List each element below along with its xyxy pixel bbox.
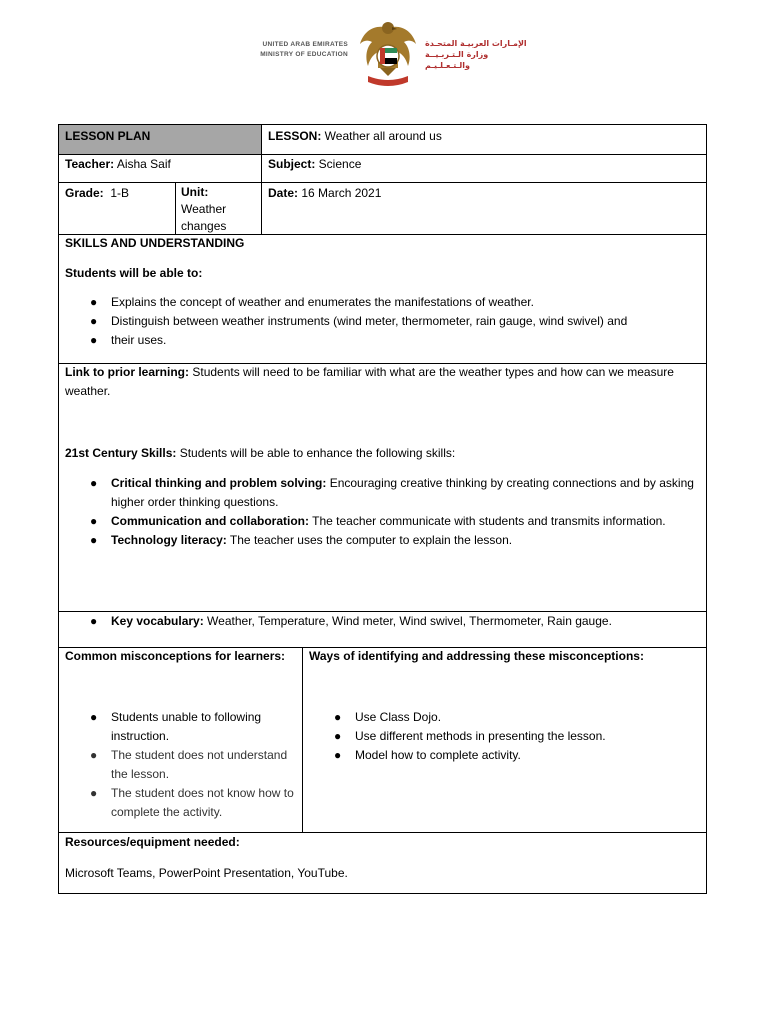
org-name-en-line2: MINISTRY OF EDUCATION [260,51,348,58]
list-item [309,727,699,746]
bullet-icon: ● [90,295,98,309]
teacher-field [65,155,255,173]
addressing-section [309,647,699,765]
table-divider [302,647,303,832]
bullet-icon: ● [90,748,98,762]
bullet-icon: ● [90,333,98,347]
subject-field [268,155,698,173]
addressing-text: Model how to complete activity. [355,748,521,762]
date-field [268,184,698,202]
table-divider [59,832,706,833]
skills-intro: Students will be able to: [65,266,203,280]
letterhead [240,18,540,90]
unit-value-line2: changes [181,219,227,233]
org-name-en [248,40,348,60]
bullet-icon: ● [334,710,342,724]
century-skill-label: Technology literacy: [111,533,227,547]
vocabulary-text: Weather, Temperature, Wind meter, Wind swivel, Thermometer, Rain gauge. [203,614,612,628]
table-divider [59,234,706,235]
century-skill-text: Encouraging creative thinking by creating connections and by asking higher order thinking questions. [111,476,694,509]
century-skills-list [65,474,701,550]
lesson-title [268,127,698,145]
unit-value-line1: Weather [181,202,227,216]
vocabulary-label: Key vocabulary: [111,614,204,628]
table-divider [59,363,706,364]
teacher-value: Aisha Saif [114,157,171,171]
bullet-icon: ● [90,786,98,800]
table-divider [59,611,706,612]
list-item [65,331,695,350]
unit-field [181,184,259,235]
list-item [309,708,699,727]
century-skill-label: Communication and collaboration: [111,514,310,528]
vocabulary-section [65,612,701,631]
org-name-ar [425,38,535,71]
misconception-text: The student does not know how to complete the activity. [111,786,294,819]
skills-item-text: Distinguish between weather instruments (wind meter, thermometer, rain gauge, wind swivel) and [111,314,628,328]
date-label: Date: [268,186,299,200]
list-item [65,612,701,631]
table-divider [261,125,262,234]
skills-item-text: their uses. [111,333,167,347]
prior-learning-section [65,363,695,401]
century-skills-text: Students will be able to enhance the following skills: [176,446,456,460]
list-item [65,293,695,312]
misconceptions-heading: Common misconceptions for learners: [65,649,286,663]
table-divider [59,182,706,183]
org-name-ar-line2: وزارة الـتـربـيــة والـتـعـلـيـم [425,50,489,70]
century-skills-label: 21st Century Skills: [65,446,177,460]
grade-value: 1-B [103,186,130,200]
prior-learning-label: Link to prior learning: [65,365,190,379]
misconceptions-list [65,708,297,822]
bullet-icon: ● [334,748,342,762]
unit-label: Unit: [181,185,209,199]
list-item [65,746,297,784]
bullet-icon: ● [334,729,342,743]
misconceptions-section [65,647,297,822]
addressing-heading: Ways of identifying and addressing these misconceptions: [309,649,644,663]
subject-value: Science [315,157,362,171]
grade-field [65,184,175,202]
resources-text: Microsoft Teams, PowerPoint Presentation, YouTube. [65,866,348,880]
date-value: 16 March 2021 [298,186,382,200]
addressing-text: Use different methods in presenting the lesson. [355,729,606,743]
org-name-en-line1: UNITED ARAB EMIRATES [262,41,348,48]
lesson-plan-label: LESSON PLAN [65,129,151,143]
subject-label: Subject: [268,157,316,171]
bullet-icon: ● [90,710,98,724]
bullet-icon: ● [90,533,98,547]
list-item [65,512,701,531]
list-item [309,746,699,765]
century-skill-text: The teacher communicate with students and transmits information. [309,514,666,528]
misconception-text: Students unable to following instruction. [111,710,262,743]
prior-learning-text: Students will need to be familiar with what are the weather types and how can we measure weather. [65,365,674,398]
list-item [65,784,297,822]
lesson-plan-table [58,124,707,894]
table-divider [175,182,176,234]
table-divider [59,154,706,155]
list-item [65,474,701,512]
skills-section [65,234,695,350]
century-skill-text: The teacher uses the computer to explain the lesson. [226,533,513,547]
bullet-icon: ● [90,514,98,528]
list-item [65,708,297,746]
century-skill-label: Critical thinking and problem solving: [111,476,327,490]
org-name-ar-line1: الإمـارات العربيـة المتحـدة [425,39,527,48]
resources-heading: Resources/equipment needed: [65,835,240,849]
list-item [65,531,701,550]
bullet-icon: ● [90,614,98,628]
addressing-list [309,708,699,765]
misconception-text: The student does not understand the lesson. [111,748,288,781]
bullet-icon: ● [90,314,98,328]
list-item [65,312,695,331]
skills-heading: SKILLS AND UNDERSTANDING [65,236,245,250]
skills-list [65,293,695,350]
uae-falcon-emblem-icon [356,18,420,90]
century-skills-section [65,444,701,550]
lesson-label: LESSON: [268,129,322,143]
addressing-text: Use Class Dojo. [355,710,442,724]
bullet-icon: ● [90,476,98,490]
lesson-value: Weather all around us [321,129,442,143]
skills-item-text: Explains the concept of weather and enumerates the manifestations of weather. [111,295,534,309]
grade-label: Grade: [65,186,104,200]
table-divider [59,647,706,648]
resources-section [65,833,695,882]
teacher-label: Teacher: [65,157,115,171]
